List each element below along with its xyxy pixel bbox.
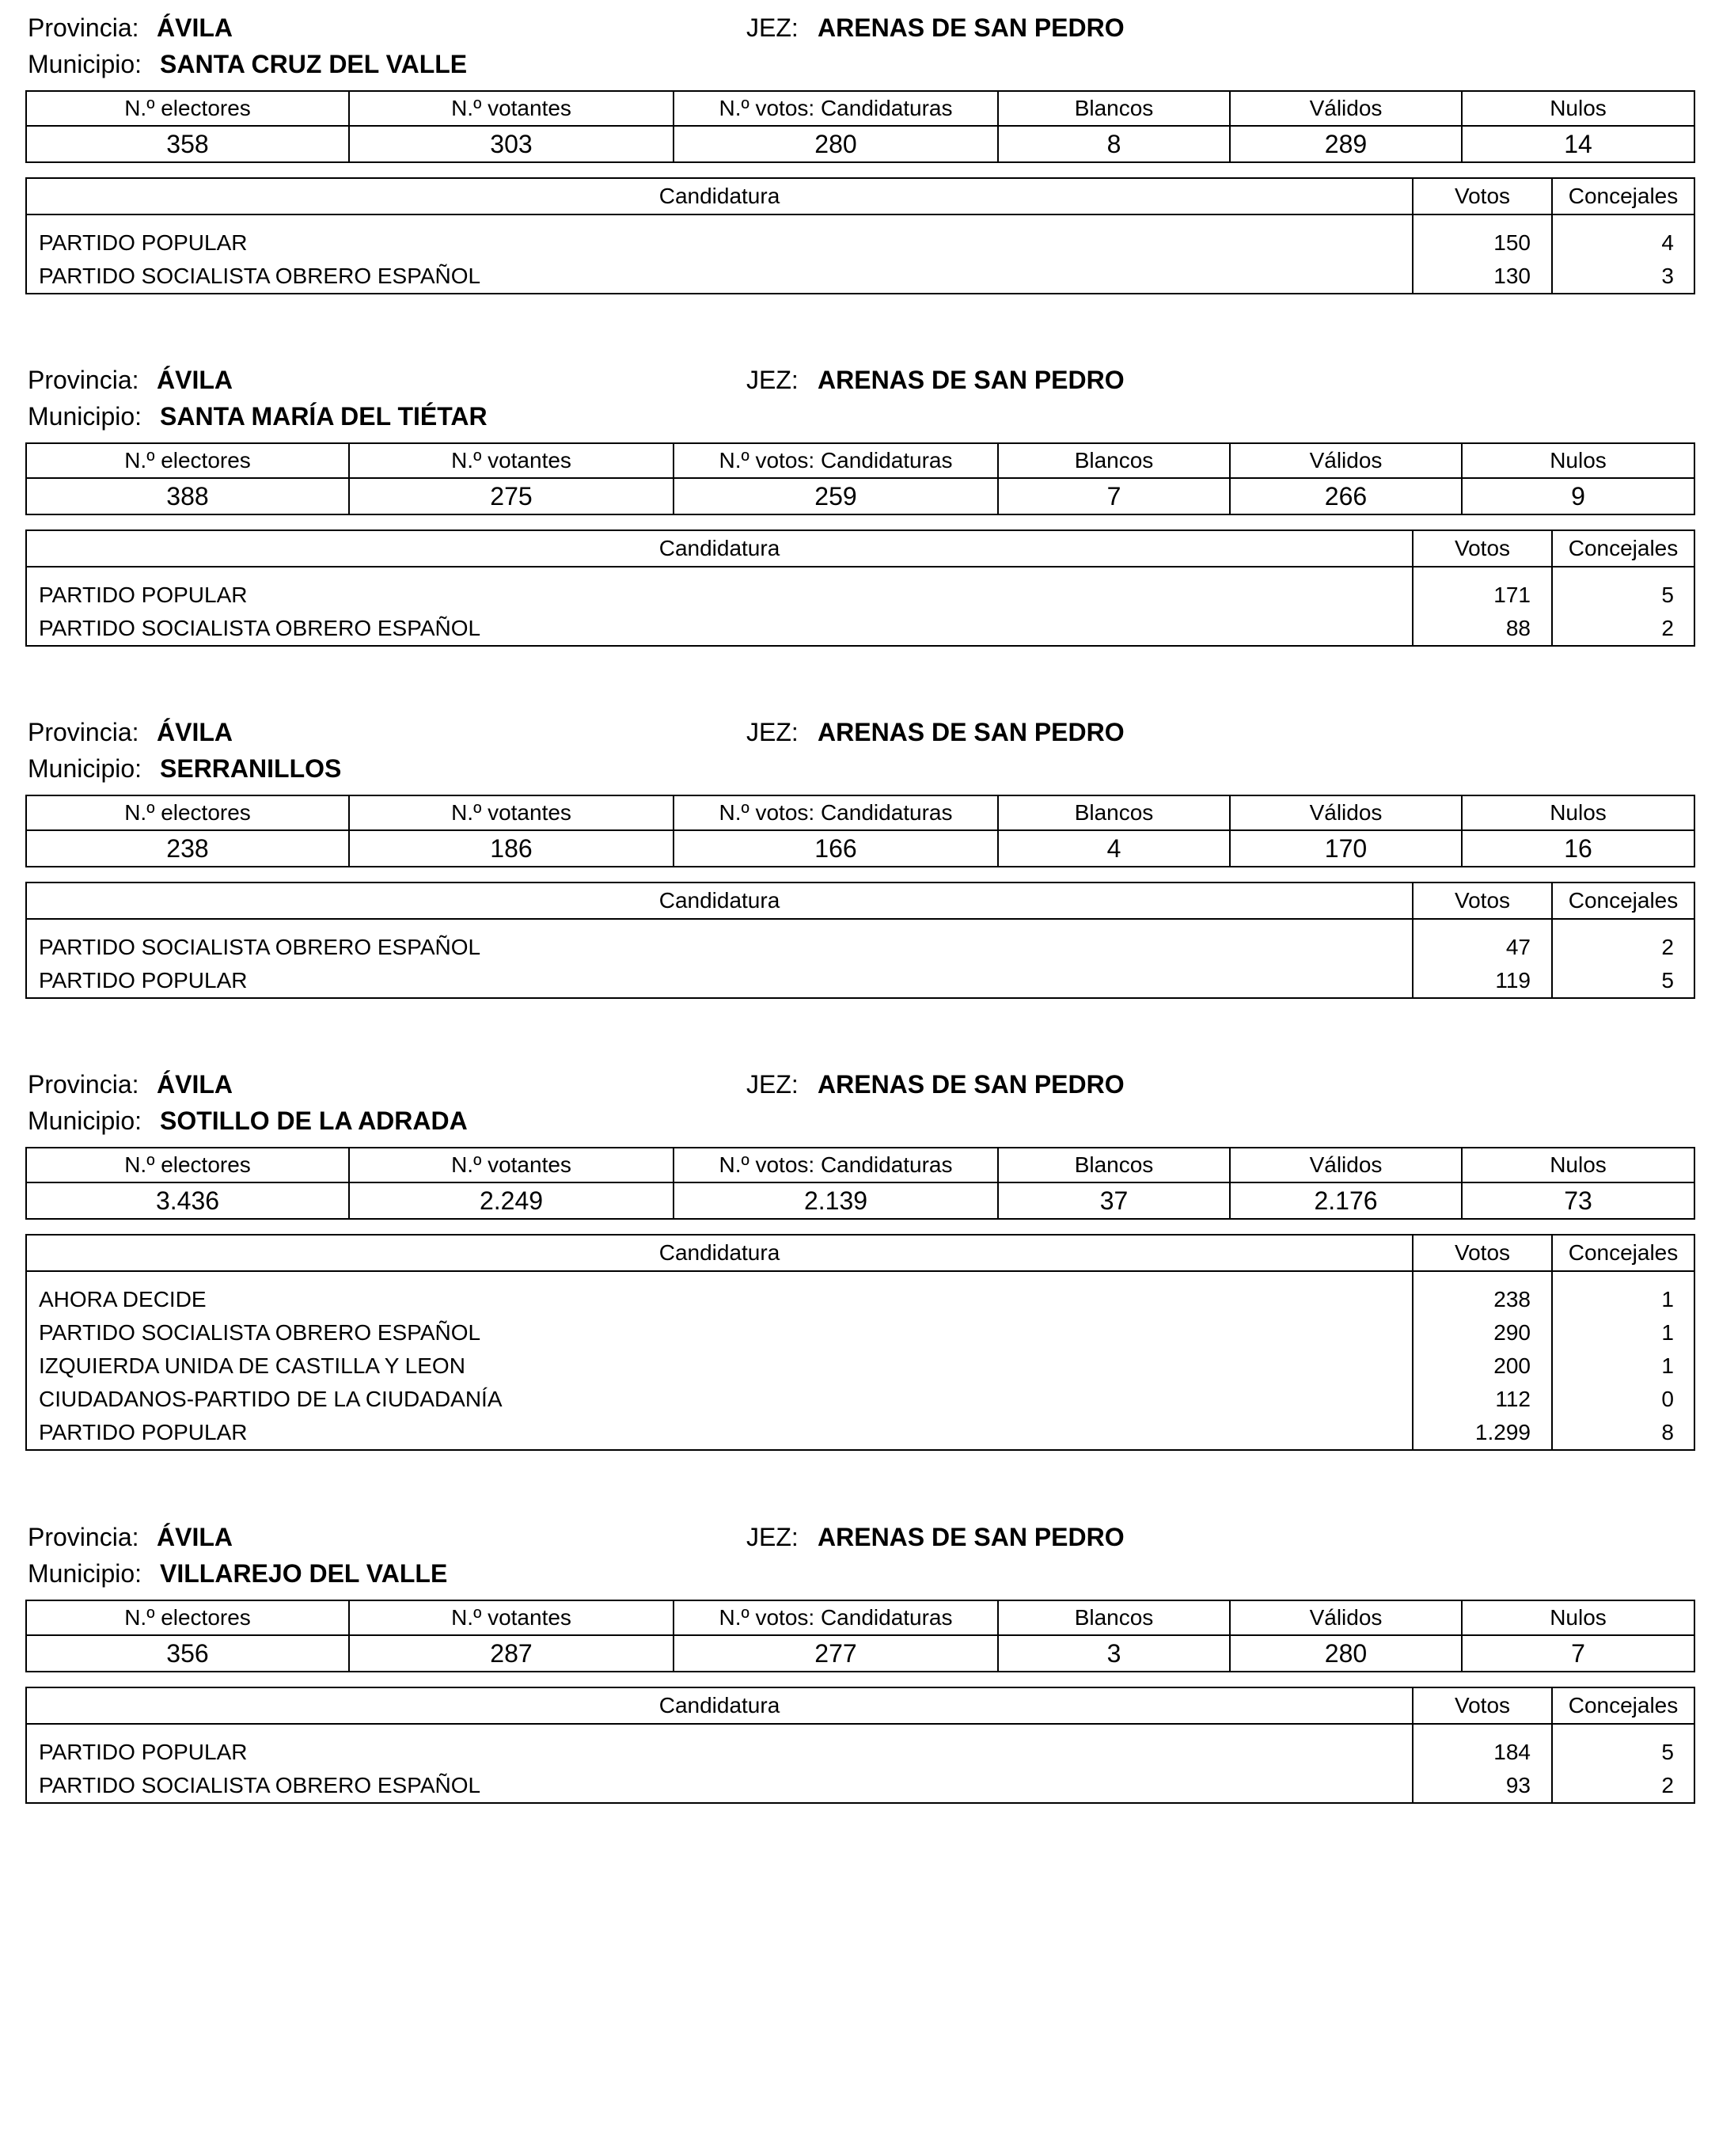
candidatura-name: PARTIDO POPULAR bbox=[26, 214, 1413, 260]
stats-value-votantes: 2.249 bbox=[349, 1182, 674, 1219]
stats-header-blancos: Blancos bbox=[998, 443, 1230, 478]
stats-value-blancos: 4 bbox=[998, 830, 1230, 867]
provincia-label: Provincia: bbox=[28, 1523, 139, 1551]
candidatura-name: PARTIDO POPULAR bbox=[26, 567, 1413, 612]
candidatura-name: PARTIDO SOCIALISTA OBRERO ESPAÑOL bbox=[26, 1316, 1413, 1349]
stats-value-validos: 170 bbox=[1230, 830, 1462, 867]
stats-header-validos: Válidos bbox=[1230, 443, 1462, 478]
votos-header: Votos bbox=[1413, 178, 1552, 214]
stats-value-blancos: 37 bbox=[998, 1182, 1230, 1219]
stats-value-row bbox=[26, 126, 1694, 162]
candidatura-votos: 184 bbox=[1413, 1724, 1552, 1769]
votos-header: Votos bbox=[1413, 530, 1552, 567]
votos-header: Votos bbox=[1413, 1687, 1552, 1724]
jez-value: ARENAS DE SAN PEDRO bbox=[818, 718, 1125, 746]
stats-header-validos: Válidos bbox=[1230, 1600, 1462, 1635]
candidatura-header: Candidatura bbox=[26, 178, 1413, 214]
stats-header-votantes: N.º votantes bbox=[349, 1600, 674, 1635]
candidatura-row bbox=[26, 1316, 1694, 1349]
candidatura-row bbox=[26, 260, 1694, 294]
stats-header-votantes: N.º votantes bbox=[349, 91, 674, 126]
municipio-label: Municipio: bbox=[28, 50, 142, 78]
stats-header-nulos: Nulos bbox=[1462, 795, 1694, 830]
stats-value-blancos: 3 bbox=[998, 1635, 1230, 1672]
candidatura-row bbox=[26, 1271, 1694, 1316]
concejales-header: Concejales bbox=[1552, 1235, 1694, 1271]
municipio-block bbox=[25, 1519, 1694, 1797]
stats-header-electores: N.º electores bbox=[26, 443, 349, 478]
provincia-label: Provincia: bbox=[28, 13, 139, 42]
stats-value-votantes: 186 bbox=[349, 830, 674, 867]
stats-value-nulos: 14 bbox=[1462, 126, 1694, 162]
candidatura-name: AHORA DECIDE bbox=[26, 1271, 1413, 1316]
candidaturas-table bbox=[25, 1234, 1695, 1451]
jez-label: JEZ: bbox=[746, 1070, 799, 1099]
stats-header-votantes: N.º votantes bbox=[349, 443, 674, 478]
stats-value-votos_cand: 277 bbox=[674, 1635, 998, 1672]
municipio-value: SOTILLO DE LA ADRADA bbox=[160, 1106, 468, 1135]
stats-header-votos_cand: N.º votos: Candidaturas bbox=[674, 795, 998, 830]
stats-header-nulos: Nulos bbox=[1462, 443, 1694, 478]
jez-value: ARENAS DE SAN PEDRO bbox=[818, 1523, 1125, 1551]
jez-label: JEZ: bbox=[746, 1523, 799, 1551]
stats-value-nulos: 16 bbox=[1462, 830, 1694, 867]
stats-header-electores: N.º electores bbox=[26, 795, 349, 830]
stats-header-row bbox=[26, 91, 1694, 126]
candidatura-name: PARTIDO POPULAR bbox=[26, 1724, 1413, 1769]
candidatura-votos: 150 bbox=[1413, 214, 1552, 260]
stats-header-blancos: Blancos bbox=[998, 795, 1230, 830]
stats-value-votos_cand: 166 bbox=[674, 830, 998, 867]
stats-header-blancos: Blancos bbox=[998, 1148, 1230, 1182]
stats-value-nulos: 73 bbox=[1462, 1182, 1694, 1219]
stats-value-row bbox=[26, 478, 1694, 514]
provincia-value: ÁVILA bbox=[157, 718, 233, 746]
candidatura-row bbox=[26, 1769, 1694, 1803]
candidatura-votos: 130 bbox=[1413, 260, 1552, 294]
candidatura-row bbox=[26, 1724, 1694, 1769]
municipio-value: SANTA MARÍA DEL TIÉTAR bbox=[160, 402, 488, 431]
jez-value: ARENAS DE SAN PEDRO bbox=[818, 13, 1125, 42]
provincia-value: ÁVILA bbox=[157, 1070, 233, 1099]
stats-header-row bbox=[26, 1148, 1694, 1182]
provincia-line bbox=[25, 9, 1694, 46]
candidatura-row bbox=[26, 964, 1694, 998]
stats-value-votos_cand: 280 bbox=[674, 126, 998, 162]
candidatura-name: IZQUIERDA UNIDA DE CASTILLA Y LEON bbox=[26, 1349, 1413, 1383]
municipio-block bbox=[25, 714, 1694, 993]
candidaturas-table bbox=[25, 177, 1695, 294]
stats-header-blancos: Blancos bbox=[998, 91, 1230, 126]
municipio-line bbox=[25, 1103, 1694, 1139]
candidatura-concejales: 5 bbox=[1552, 1724, 1694, 1769]
concejales-header: Concejales bbox=[1552, 530, 1694, 567]
stats-header-electores: N.º electores bbox=[26, 1148, 349, 1182]
candidaturas-table bbox=[25, 530, 1695, 647]
jez-label: JEZ: bbox=[746, 366, 799, 394]
municipio-line bbox=[25, 46, 1694, 82]
candidatura-concejales: 1 bbox=[1552, 1271, 1694, 1316]
candidatura-concejales: 2 bbox=[1552, 612, 1694, 646]
stats-header-blancos: Blancos bbox=[998, 1600, 1230, 1635]
candidaturas-header-row bbox=[26, 1235, 1694, 1271]
stats-value-votantes: 303 bbox=[349, 126, 674, 162]
stats-value-row bbox=[26, 830, 1694, 867]
candidatura-name: PARTIDO SOCIALISTA OBRERO ESPAÑOL bbox=[26, 260, 1413, 294]
stats-value-blancos: 8 bbox=[998, 126, 1230, 162]
municipio-label: Municipio: bbox=[28, 1559, 142, 1588]
provincia-label: Provincia: bbox=[28, 718, 139, 746]
stats-value-nulos: 9 bbox=[1462, 478, 1694, 514]
concejales-header: Concejales bbox=[1552, 178, 1694, 214]
stats-table bbox=[25, 1600, 1695, 1672]
candidatura-row bbox=[26, 567, 1694, 612]
provincia-value: ÁVILA bbox=[157, 1523, 233, 1551]
stats-value-votos_cand: 259 bbox=[674, 478, 998, 514]
candidatura-row bbox=[26, 1416, 1694, 1450]
municipio-line bbox=[25, 1555, 1694, 1592]
stats-header-nulos: Nulos bbox=[1462, 1600, 1694, 1635]
candidaturas-table bbox=[25, 1687, 1695, 1804]
concejales-header: Concejales bbox=[1552, 1687, 1694, 1724]
stats-header-nulos: Nulos bbox=[1462, 1148, 1694, 1182]
stats-header-validos: Válidos bbox=[1230, 91, 1462, 126]
candidaturas-header-row bbox=[26, 530, 1694, 567]
concejales-header: Concejales bbox=[1552, 883, 1694, 919]
candidatura-votos: 290 bbox=[1413, 1316, 1552, 1349]
stats-header-votos_cand: N.º votos: Candidaturas bbox=[674, 1600, 998, 1635]
provincia-line bbox=[25, 362, 1694, 398]
candidatura-row bbox=[26, 214, 1694, 260]
candidatura-votos: 1.299 bbox=[1413, 1416, 1552, 1450]
stats-header-nulos: Nulos bbox=[1462, 91, 1694, 126]
stats-value-nulos: 7 bbox=[1462, 1635, 1694, 1672]
candidatura-concejales: 1 bbox=[1552, 1316, 1694, 1349]
candidatura-concejales: 8 bbox=[1552, 1416, 1694, 1450]
candidatura-concejales: 2 bbox=[1552, 919, 1694, 964]
candidatura-votos: 88 bbox=[1413, 612, 1552, 646]
stats-value-electores: 3.436 bbox=[26, 1182, 349, 1219]
provincia-line bbox=[25, 714, 1694, 750]
municipio-block bbox=[25, 1066, 1694, 1444]
candidaturas-header-row bbox=[26, 1687, 1694, 1724]
candidatura-name: PARTIDO POPULAR bbox=[26, 1416, 1413, 1450]
provincia-label: Provincia: bbox=[28, 366, 139, 394]
candidatura-header: Candidatura bbox=[26, 530, 1413, 567]
municipio-block bbox=[25, 9, 1694, 288]
stats-table bbox=[25, 795, 1695, 867]
candidatura-name: PARTIDO SOCIALISTA OBRERO ESPAÑOL bbox=[26, 919, 1413, 964]
candidatura-concejales: 4 bbox=[1552, 214, 1694, 260]
stats-value-electores: 356 bbox=[26, 1635, 349, 1672]
votos-header: Votos bbox=[1413, 883, 1552, 919]
votos-header: Votos bbox=[1413, 1235, 1552, 1271]
stats-value-blancos: 7 bbox=[998, 478, 1230, 514]
candidatura-row bbox=[26, 1349, 1694, 1383]
candidatura-concejales: 2 bbox=[1552, 1769, 1694, 1803]
jez-value: ARENAS DE SAN PEDRO bbox=[818, 366, 1125, 394]
stats-header-votos_cand: N.º votos: Candidaturas bbox=[674, 1148, 998, 1182]
stats-value-electores: 388 bbox=[26, 478, 349, 514]
municipio-line bbox=[25, 398, 1694, 435]
candidaturas-table bbox=[25, 882, 1695, 999]
candidatura-votos: 119 bbox=[1413, 964, 1552, 998]
candidatura-row bbox=[26, 1383, 1694, 1416]
jez-value: ARENAS DE SAN PEDRO bbox=[818, 1070, 1125, 1099]
municipio-value: SERRANILLOS bbox=[160, 754, 342, 783]
candidatura-row bbox=[26, 612, 1694, 646]
stats-header-row bbox=[26, 1600, 1694, 1635]
stats-table bbox=[25, 1147, 1695, 1220]
stats-header-validos: Válidos bbox=[1230, 1148, 1462, 1182]
candidaturas-header-row bbox=[26, 178, 1694, 214]
stats-value-votos_cand: 2.139 bbox=[674, 1182, 998, 1219]
candidatura-name: PARTIDO SOCIALISTA OBRERO ESPAÑOL bbox=[26, 612, 1413, 646]
candidatura-votos: 171 bbox=[1413, 567, 1552, 612]
provincia-line bbox=[25, 1519, 1694, 1555]
stats-header-electores: N.º electores bbox=[26, 91, 349, 126]
candidatura-name: CIUDADANOS-PARTIDO DE LA CIUDADANÍA bbox=[26, 1383, 1413, 1416]
provincia-value: ÁVILA bbox=[157, 366, 233, 394]
provincia-label: Provincia: bbox=[28, 1070, 139, 1099]
candidatura-concejales: 5 bbox=[1552, 567, 1694, 612]
candidatura-name: PARTIDO POPULAR bbox=[26, 964, 1413, 998]
municipio-block bbox=[25, 362, 1694, 640]
stats-header-validos: Válidos bbox=[1230, 795, 1462, 830]
stats-value-row bbox=[26, 1182, 1694, 1219]
candidatura-votos: 47 bbox=[1413, 919, 1552, 964]
stats-value-validos: 289 bbox=[1230, 126, 1462, 162]
candidatura-header: Candidatura bbox=[26, 1235, 1413, 1271]
provincia-value: ÁVILA bbox=[157, 13, 233, 42]
municipio-value: SANTA CRUZ DEL VALLE bbox=[160, 50, 468, 78]
jez-label: JEZ: bbox=[746, 13, 799, 42]
candidatura-header: Candidatura bbox=[26, 883, 1413, 919]
stats-header-votos_cand: N.º votos: Candidaturas bbox=[674, 443, 998, 478]
stats-value-votantes: 275 bbox=[349, 478, 674, 514]
municipio-value: VILLAREJO DEL VALLE bbox=[160, 1559, 448, 1588]
stats-header-row bbox=[26, 795, 1694, 830]
candidatura-name: PARTIDO SOCIALISTA OBRERO ESPAÑOL bbox=[26, 1769, 1413, 1803]
candidatura-votos: 112 bbox=[1413, 1383, 1552, 1416]
municipio-label: Municipio: bbox=[28, 1106, 142, 1135]
municipio-label: Municipio: bbox=[28, 754, 142, 783]
provincia-line bbox=[25, 1066, 1694, 1103]
stats-table bbox=[25, 90, 1695, 163]
candidatura-concejales: 3 bbox=[1552, 260, 1694, 294]
municipio-line bbox=[25, 750, 1694, 787]
candidatura-votos: 93 bbox=[1413, 1769, 1552, 1803]
candidatura-concejales: 0 bbox=[1552, 1383, 1694, 1416]
stats-header-electores: N.º electores bbox=[26, 1600, 349, 1635]
stats-value-row bbox=[26, 1635, 1694, 1672]
municipio-label: Municipio: bbox=[28, 402, 142, 431]
candidatura-votos: 238 bbox=[1413, 1271, 1552, 1316]
candidaturas-header-row bbox=[26, 883, 1694, 919]
candidatura-concejales: 1 bbox=[1552, 1349, 1694, 1383]
stats-header-row bbox=[26, 443, 1694, 478]
stats-value-votantes: 287 bbox=[349, 1635, 674, 1672]
stats-value-electores: 238 bbox=[26, 830, 349, 867]
candidatura-votos: 200 bbox=[1413, 1349, 1552, 1383]
stats-value-validos: 266 bbox=[1230, 478, 1462, 514]
stats-value-validos: 280 bbox=[1230, 1635, 1462, 1672]
candidatura-header: Candidatura bbox=[26, 1687, 1413, 1724]
stats-value-validos: 2.176 bbox=[1230, 1182, 1462, 1219]
stats-table bbox=[25, 442, 1695, 515]
jez-label: JEZ: bbox=[746, 718, 799, 746]
candidatura-concejales: 5 bbox=[1552, 964, 1694, 998]
stats-value-electores: 358 bbox=[26, 126, 349, 162]
stats-header-votantes: N.º votantes bbox=[349, 1148, 674, 1182]
stats-header-votantes: N.º votantes bbox=[349, 795, 674, 830]
stats-header-votos_cand: N.º votos: Candidaturas bbox=[674, 91, 998, 126]
candidatura-row bbox=[26, 919, 1694, 964]
